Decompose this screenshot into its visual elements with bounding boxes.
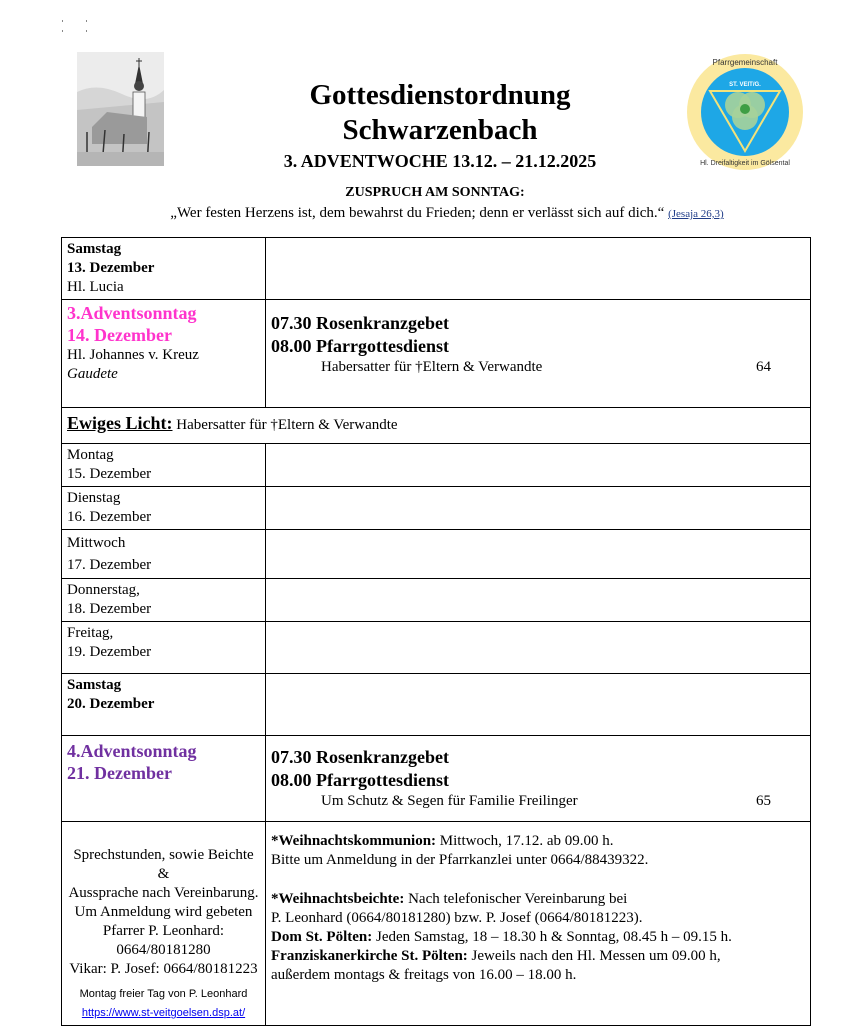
logo-parish-1: ST. VEIT/G. bbox=[729, 82, 761, 88]
sunday-quote bbox=[60, 205, 834, 222]
free-day-note: Montag freier Tag von P. Leonhard bbox=[79, 988, 248, 1000]
parish-name: Schwarzenbach bbox=[342, 114, 538, 146]
schedule-table bbox=[61, 237, 811, 1026]
service-item: 08.00 Pfarrgottesdienst bbox=[271, 336, 449, 356]
saint-name: Hl. Lucia bbox=[67, 279, 124, 295]
day-cell bbox=[62, 444, 266, 487]
intention-number: 64 bbox=[756, 359, 771, 375]
day-name: 4.Adventsonntag bbox=[67, 741, 197, 761]
week-range: 3. ADVENTWOCHE 13.12. – 21.12.2025 bbox=[283, 151, 597, 171]
day-name: Samstag bbox=[67, 241, 122, 257]
day-name: Samstag bbox=[67, 677, 122, 693]
ewiges-licht-cell bbox=[62, 408, 811, 444]
day-name: Freitag, bbox=[67, 625, 114, 641]
day-date: 20. Dezember bbox=[67, 696, 155, 712]
table-row bbox=[62, 300, 811, 408]
services-cell bbox=[266, 238, 811, 300]
day-name: 3.Adventsonntag bbox=[67, 303, 197, 323]
ewiges-licht-label: Ewiges Licht: bbox=[67, 413, 173, 433]
table-row bbox=[62, 408, 811, 444]
day-date: 14. Dezember bbox=[67, 325, 172, 345]
church-image bbox=[77, 52, 164, 166]
saint-name: Hl. Johannes v. Kreuz bbox=[67, 347, 199, 363]
table-row bbox=[62, 622, 811, 674]
services-cell bbox=[266, 300, 811, 408]
day-date: 13. Dezember bbox=[67, 260, 155, 276]
intention-text: Habersatter für †Eltern & Verwandte bbox=[321, 359, 543, 375]
day-cell bbox=[62, 579, 266, 622]
day-cell bbox=[62, 238, 266, 300]
parish-logo bbox=[686, 53, 804, 171]
decorative-dots bbox=[62, 20, 92, 34]
day-date: 16. Dezember bbox=[67, 509, 152, 525]
day-cell bbox=[62, 736, 266, 822]
day-cell bbox=[62, 300, 266, 408]
day-cell bbox=[62, 622, 266, 674]
website-link[interactable]: https://www.st-veitgoelsen.dsp.at/ bbox=[81, 1007, 246, 1019]
day-name: Montag bbox=[67, 447, 114, 463]
day-date: 19. Dezember bbox=[67, 644, 152, 660]
contact-cell: Sprechstunden, sowie Beichte & Aussprache nach Vereinbarung. Um Anmeldung wird gebeten Pfarrer P. Leonhard: 0664/80181280 Vikar: P. Josef: 0664/80181223 Montag freier Tag von P. Leonhard https://www.st-veitgoelsen.dsp.at/ bbox=[62, 822, 266, 1026]
services-cell bbox=[266, 736, 811, 822]
quote-reference[interactable]: (Jesaja 26,3) bbox=[668, 208, 724, 220]
logo-bottom-text: Hl. Dreifaltigkeit im Gölsental bbox=[700, 160, 790, 167]
day-date: 17. Dezember bbox=[67, 557, 152, 573]
notes-cell: *Weihnachtskommunion: Mittwoch, 17.12. ab 09.00 h. Bitte um Anmeldung in der Pfarrkanzlei unter 0664/88439322. *Weihnachtsbeichte: Nach telefonischer Vereinbarung bei P. Leonhard (0664/80181280) bzw. P. Josef (0664/80181223). Dom St. Pölten: Jeden Samstag, 18 – 18.30 h & Sonntag, 08.45 h – 09.15 h. Franziskanerkirche St. Pölten: Jeweils nach den Hl. Messen um 09.00 h, außerdem montags & freitags von 16.00 – 18.00 h. bbox=[266, 822, 811, 1026]
service-item: 07.30 Rosenkranzgebet bbox=[271, 747, 449, 767]
service-item: 08.00 Pfarrgottesdienst bbox=[271, 770, 449, 790]
quote-text: „Wer festen Herzens ist, dem bewahrst du Frieden; denn er verlässt sich auf dich.“ bbox=[170, 205, 665, 221]
day-cell bbox=[62, 530, 266, 579]
day-name: Mittwoch bbox=[67, 535, 126, 551]
day-date: 21. Dezember bbox=[67, 763, 172, 783]
day-name: Dienstag bbox=[67, 490, 121, 506]
table-row bbox=[62, 238, 811, 300]
intention-text: Um Schutz & Segen für Familie Freilinger bbox=[321, 793, 578, 809]
intention-number: 65 bbox=[756, 793, 771, 809]
day-date: 15. Dezember bbox=[67, 466, 152, 482]
page-title: Gottesdienstordnung bbox=[309, 79, 571, 111]
table-row bbox=[62, 674, 811, 736]
table-row bbox=[62, 579, 811, 622]
ewiges-licht-text: Habersatter für †Eltern & Verwandte bbox=[176, 417, 398, 433]
logo-top-text: Pfarrgemeinschaft bbox=[712, 58, 778, 67]
table-row bbox=[62, 530, 811, 579]
table-row bbox=[62, 444, 811, 487]
mass-intention bbox=[271, 792, 805, 811]
day-name: Donnerstag, bbox=[67, 582, 140, 598]
liturgical-note: Gaudete bbox=[67, 366, 118, 382]
table-row bbox=[62, 822, 811, 1026]
mass-intention bbox=[271, 358, 805, 377]
day-cell bbox=[62, 674, 266, 736]
table-row bbox=[62, 736, 811, 822]
table-row bbox=[62, 487, 811, 530]
day-cell bbox=[62, 487, 266, 530]
service-item: 07.30 Rosenkranzgebet bbox=[271, 313, 449, 333]
zuspruch-heading: ZUSPRUCH AM SONNTAG: bbox=[345, 185, 525, 200]
day-date: 18. Dezember bbox=[67, 601, 152, 617]
